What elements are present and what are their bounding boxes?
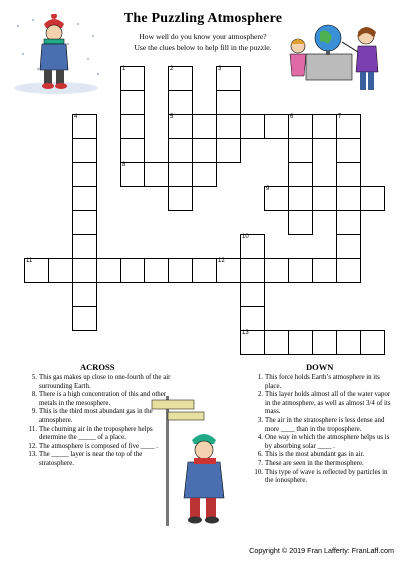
clue-number-label: 11	[26, 258, 33, 264]
crossword-cell[interactable]	[336, 114, 361, 139]
across-clue	[26, 426, 174, 443]
clue-number-label: 1	[122, 66, 126, 72]
crossword-cell[interactable]	[360, 330, 385, 355]
crossword-cell[interactable]	[240, 282, 265, 307]
crossword-cell[interactable]	[216, 90, 241, 115]
crossword-cell[interactable]	[336, 210, 361, 235]
crossword-cell[interactable]	[72, 258, 97, 283]
crossword-cell[interactable]	[288, 162, 313, 187]
across-heading: ACROSS	[80, 362, 115, 372]
crossword-cell[interactable]	[192, 258, 217, 283]
crossword-cell[interactable]	[216, 138, 241, 163]
clue-number-label: 7	[338, 114, 342, 120]
across-clue	[26, 443, 174, 452]
crossword-cell[interactable]	[336, 162, 361, 187]
across-clue-text: The atmosphere is composed of five ____ .	[39, 442, 159, 450]
clue-number-label: 10	[242, 234, 249, 240]
subtitle-line-2: Use the clues below to help fill in the puzzle.	[134, 43, 272, 52]
crossword-cell[interactable]	[120, 66, 145, 91]
down-clue	[252, 469, 394, 486]
crossword-cell[interactable]	[96, 258, 121, 283]
across-clue-number: 11.	[28, 425, 37, 433]
crossword-cell[interactable]	[72, 234, 97, 259]
down-clue-number: 7.	[257, 459, 263, 467]
across-clue	[26, 451, 174, 468]
across-clue-number: 13.	[28, 451, 37, 459]
crossword-cell[interactable]	[264, 114, 289, 139]
crossword-cell[interactable]	[168, 258, 193, 283]
subtitle-line-1: How well do you know your atmosphere?	[139, 32, 267, 41]
down-clue-number: 3.	[257, 416, 263, 424]
crossword-cell[interactable]	[216, 258, 241, 283]
across-clue-number: 5.	[31, 374, 37, 381]
down-clue-text: This type of wave is reflected by particles in the ionosphere.	[265, 468, 388, 485]
crossword-cell[interactable]	[288, 138, 313, 163]
crossword-cell[interactable]	[72, 306, 97, 331]
clue-number-label: 2	[170, 66, 174, 72]
down-clue-text: This force holds Earth’s atmosphere in its place.	[265, 374, 380, 390]
down-clue-text: The air in the stratosphere is less dense and more ____ than in the troposphere.	[265, 416, 385, 433]
crossword-cell[interactable]	[336, 258, 361, 283]
crossword-cell[interactable]	[264, 330, 289, 355]
crossword-cell[interactable]	[72, 210, 97, 235]
crossword-cell[interactable]	[72, 282, 97, 307]
across-clue-text: The churning air in the troposphere helps determine the _____ of a place.	[39, 425, 153, 442]
clue-number-label: 6	[290, 114, 294, 120]
across-clue-text: The _____ layer is near the top of the stratosphere.	[39, 451, 143, 467]
crossword-cell[interactable]	[168, 162, 193, 187]
crossword-cell[interactable]	[72, 114, 97, 139]
crossword-cell[interactable]	[168, 90, 193, 115]
crossword-cell[interactable]	[312, 114, 337, 139]
down-clue	[252, 374, 394, 391]
crossword-cell[interactable]	[48, 258, 73, 283]
clue-number-label: 8	[122, 162, 126, 168]
crossword-cell[interactable]	[288, 330, 313, 355]
crossword-cell[interactable]	[240, 114, 265, 139]
clue-number-label: 12	[218, 258, 225, 264]
down-clue	[252, 417, 394, 434]
crossword-cell[interactable]	[144, 258, 169, 283]
down-clue	[252, 451, 394, 460]
clue-number-label: 9	[266, 186, 270, 192]
crossword-cell[interactable]	[72, 162, 97, 187]
clue-number-label: 4	[74, 114, 78, 120]
clue-number-label: 5	[170, 114, 174, 120]
crossword-cell[interactable]	[144, 162, 169, 187]
crossword-cell[interactable]	[240, 234, 265, 259]
crossword-cell[interactable]	[216, 114, 241, 139]
down-clue-number: 2.	[257, 391, 263, 399]
crossword-cell[interactable]	[240, 306, 265, 331]
crossword-cell[interactable]	[216, 66, 241, 91]
crossword-cell[interactable]	[312, 258, 337, 283]
crossword-cell[interactable]	[336, 186, 361, 211]
crossword-cell[interactable]	[120, 138, 145, 163]
crossword-cell[interactable]	[336, 138, 361, 163]
crossword-cell[interactable]	[264, 186, 289, 211]
crossword-cell[interactable]	[312, 330, 337, 355]
crossword-cell[interactable]	[240, 330, 265, 355]
down-clue-text: This layer holds almost all of the water vapor in the atmosphere, as well as almost 3/4 of its mass.	[265, 391, 391, 416]
across-clue	[26, 408, 174, 425]
crossword-cell[interactable]	[360, 186, 385, 211]
down-clue	[252, 460, 394, 469]
crossword-cell[interactable]	[72, 186, 97, 211]
crossword-cell[interactable]	[288, 114, 313, 139]
down-clue-number: 4.	[257, 434, 263, 442]
down-clues	[252, 374, 394, 486]
crossword-cell[interactable]	[120, 258, 145, 283]
crossword-cell[interactable]	[192, 162, 217, 187]
down-clue	[252, 391, 394, 417]
across-clue-text: There is a high concentration of this and other metals in the mesosphere.	[39, 391, 167, 407]
down-clue	[252, 434, 394, 451]
down-clue-number: 6.	[257, 451, 263, 459]
clue-number-label: 13	[242, 330, 249, 336]
across-clue-text: This is the third most abundant gas in the atmosphere.	[39, 408, 153, 424]
crossword-cell[interactable]	[120, 162, 145, 187]
crossword-cell[interactable]	[24, 258, 49, 283]
crossword-cell[interactable]	[192, 114, 217, 139]
copyright: Copyright © 2019 Fran Lafferty: FranLaff.com	[249, 546, 394, 555]
across-clue-number: 12.	[28, 442, 37, 450]
crossword-cell[interactable]	[336, 330, 361, 355]
crossword-cell[interactable]	[288, 186, 313, 211]
down-clue-number: 10.	[254, 468, 263, 476]
page-title: The Puzzling Atmosphere	[123, 11, 283, 26]
crossword-cell[interactable]	[168, 138, 193, 163]
down-clue-text: These are seen in the thermosphere.	[265, 459, 364, 467]
crossword-cell[interactable]	[240, 258, 265, 283]
crossword-cell[interactable]	[168, 186, 193, 211]
across-clue	[26, 374, 174, 391]
crossword-cell[interactable]	[120, 114, 145, 139]
crossword-cell[interactable]	[120, 90, 145, 115]
crossword-cell[interactable]	[168, 114, 193, 139]
across-clue-number: 9.	[31, 408, 37, 416]
crossword-cell[interactable]	[168, 66, 193, 91]
across-clue	[26, 391, 174, 408]
crossword-cell[interactable]	[312, 186, 337, 211]
crossword-cell[interactable]	[336, 234, 361, 259]
across-clue-text: This gas makes up close to one-fourth of the air surrounding Earth.	[39, 374, 171, 390]
crossword-cell[interactable]	[264, 258, 289, 283]
crossword-cell[interactable]	[288, 258, 313, 283]
down-heading: DOWN	[306, 362, 334, 372]
crossword-cell[interactable]	[72, 138, 97, 163]
clue-number-label: 3	[218, 66, 222, 72]
crossword-cell[interactable]	[288, 210, 313, 235]
down-clue-number: 1.	[257, 374, 263, 381]
down-clue-text: This is the most abundant gas in air.	[265, 451, 365, 459]
across-clue-number: 8.	[31, 391, 37, 399]
down-clue-text: One way in which the atmosphere helps us is by absorbing solar ____ .	[265, 434, 390, 450]
across-clues	[26, 374, 174, 469]
